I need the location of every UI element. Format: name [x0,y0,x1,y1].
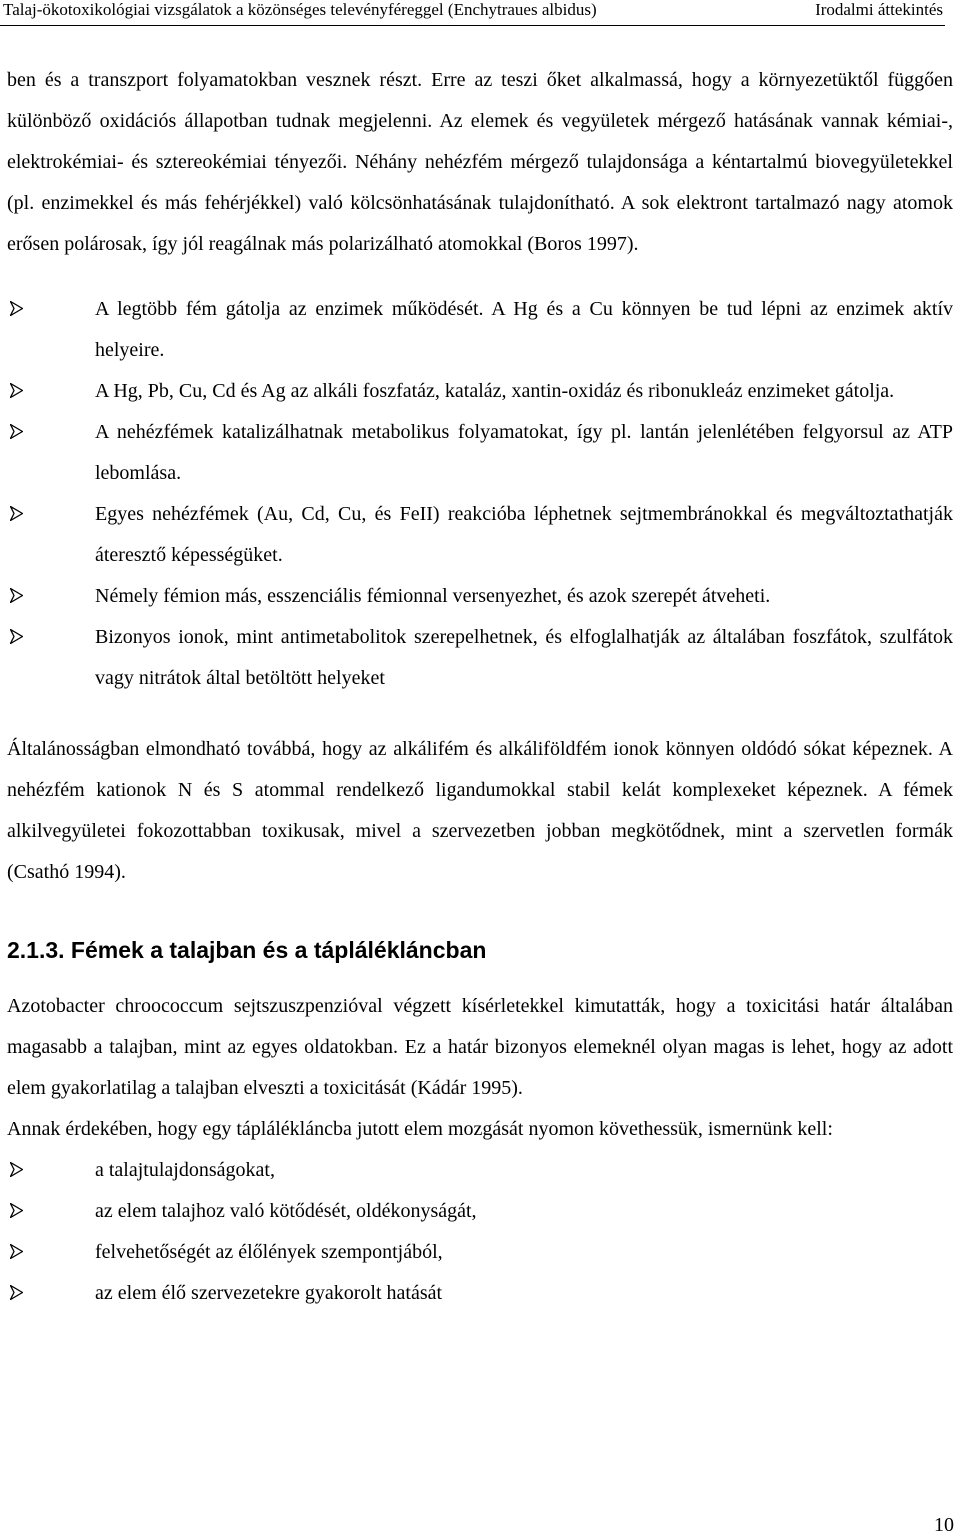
list-item-text: a talajtulajdonságokat, [95,1159,275,1181]
metal-effects-list [7,289,953,699]
list-item-text: A nehézfémek katalizálhatnak metabolikus folyamatokat, így pl. lantán jelenlétében felgyorsul az ATP lebomlása. [95,421,953,484]
arrowhead-bullet-icon [10,1273,30,1314]
paragraph-azotobacter: Azotobacter chroococcum sejtszuszpenzióval végzett kísérletekkel kimutatták, hogy a toxicitási határ általában magasabb a talajban, mint az egyes oldatokban. Ez a határ bizonyos elemeknél olyan magas is lehet, hogy az adott elem gyakorlatilag a talajban elveszti a toxicitását (Kádár 1995). [7,995,953,1099]
paragraph-general: Általánosságban elmondható továbbá, hogy az alkálifém és alkáliföldfém ionok könnyen oldódó sókat képeznek. A nehézfém kationok N és S atommal rendelkező ligandumokkal stabil kelát komplexeket képeznek. A fémek alkilvegyületei fokozottabban toxikusak, mivel a szervezetben jobban megkötődnek, mint a szervetlen formák (Csathó 1994). [7,738,953,883]
list-item-text: A legtöbb fém gátolja az enzimek működését. A Hg és a Cu könnyen be tud lépni az enzimek aktív helyeire. [95,298,953,361]
list-item [7,412,953,494]
arrowhead-bullet-icon [10,371,30,412]
header-title: Talaj-ökotoxikológiai vizsgálatok a közönséges televényféreggel (Enchytraues albidus) [3,0,597,19]
list-item [7,1150,953,1191]
list-item [7,576,953,617]
list-item [7,289,953,371]
page-number: 10 [934,1514,954,1536]
list-item-text: az elem talajhoz való kötődését, oldékonyságát, [95,1200,477,1222]
list-item [7,494,953,576]
arrowhead-bullet-icon [10,576,30,617]
list-item [7,1191,953,1232]
list-item-text: Bizonyos ionok, mint antimetabolitok szerepelhetnek, és elfoglalhatják az általában foszfátok, szulfátok vagy nitrátok által betöltött helyeket [95,626,953,689]
arrowhead-bullet-icon [10,412,30,453]
arrowhead-bullet-icon [10,617,30,658]
arrowhead-bullet-icon [10,1150,30,1191]
list-item-text: Némely fémion más, esszenciális fémionnal versenyezhet, és azok szerepét átveheti. [95,585,771,607]
list-item [7,371,953,412]
list-item [7,617,953,699]
list-item-text: felvehetőségét az élőlények szempontjából, [95,1241,443,1263]
page-content [7,60,953,1314]
list-item [7,1273,953,1314]
list-item [7,1232,953,1273]
requirements-list [7,1150,953,1314]
paragraph-metal-chemistry: ben és a transzport folyamatokban vesznek részt. Erre az teszi őket alkalmassá, hogy a környezetüktől függően különböző oxidációs állapotban tudnak megjelenni. Az elemek és vegyületek mérgező hatásának vannak kémiai-, elektrokémiai- és sztereokémiai tényezői. Néhány nehézfém mérgező tulajdonsága a kéntartalmú biovegyületekkel (pl. enzimekkel és más fehérjékkel) való kölcsönhatásának tulajdonítható. A sok elektront tartalmazó nagy atomok erősen polárosak, így jól reagálnak más polarizálható atomokkal (Boros 1997). [7,69,953,255]
arrowhead-bullet-icon [10,1191,30,1232]
running-header [0,0,945,26]
header-rule [0,25,945,26]
paragraph-food-chain: Annak érdekében, hogy egy táplálékláncba jutott elem mozgását nyomon követhessük, ismernünk kell: [7,1118,833,1140]
header-section: Irodalmi áttekintés [815,0,943,19]
arrowhead-bullet-icon [10,494,30,535]
list-item-text: Egyes nehézfémek (Au, Cd, Cu, és FeII) reakcióba léphetnek sejtmembránokkal és megváltoztathatják áteresztő képességüket. [95,503,953,566]
list-item-text: az elem élő szervezetekre gyakorolt hatását [95,1282,443,1304]
arrowhead-bullet-icon [10,289,30,330]
section-heading: 2.1.3. Fémek a talajban és a táplálékláncban [7,937,487,963]
arrowhead-bullet-icon [10,1232,30,1273]
list-item-text: A Hg, Pb, Cu, Cd és Ag az alkáli foszfatáz, kataláz, xantin-oxidáz és ribonukleáz enzimeket gátolja. [95,380,895,402]
